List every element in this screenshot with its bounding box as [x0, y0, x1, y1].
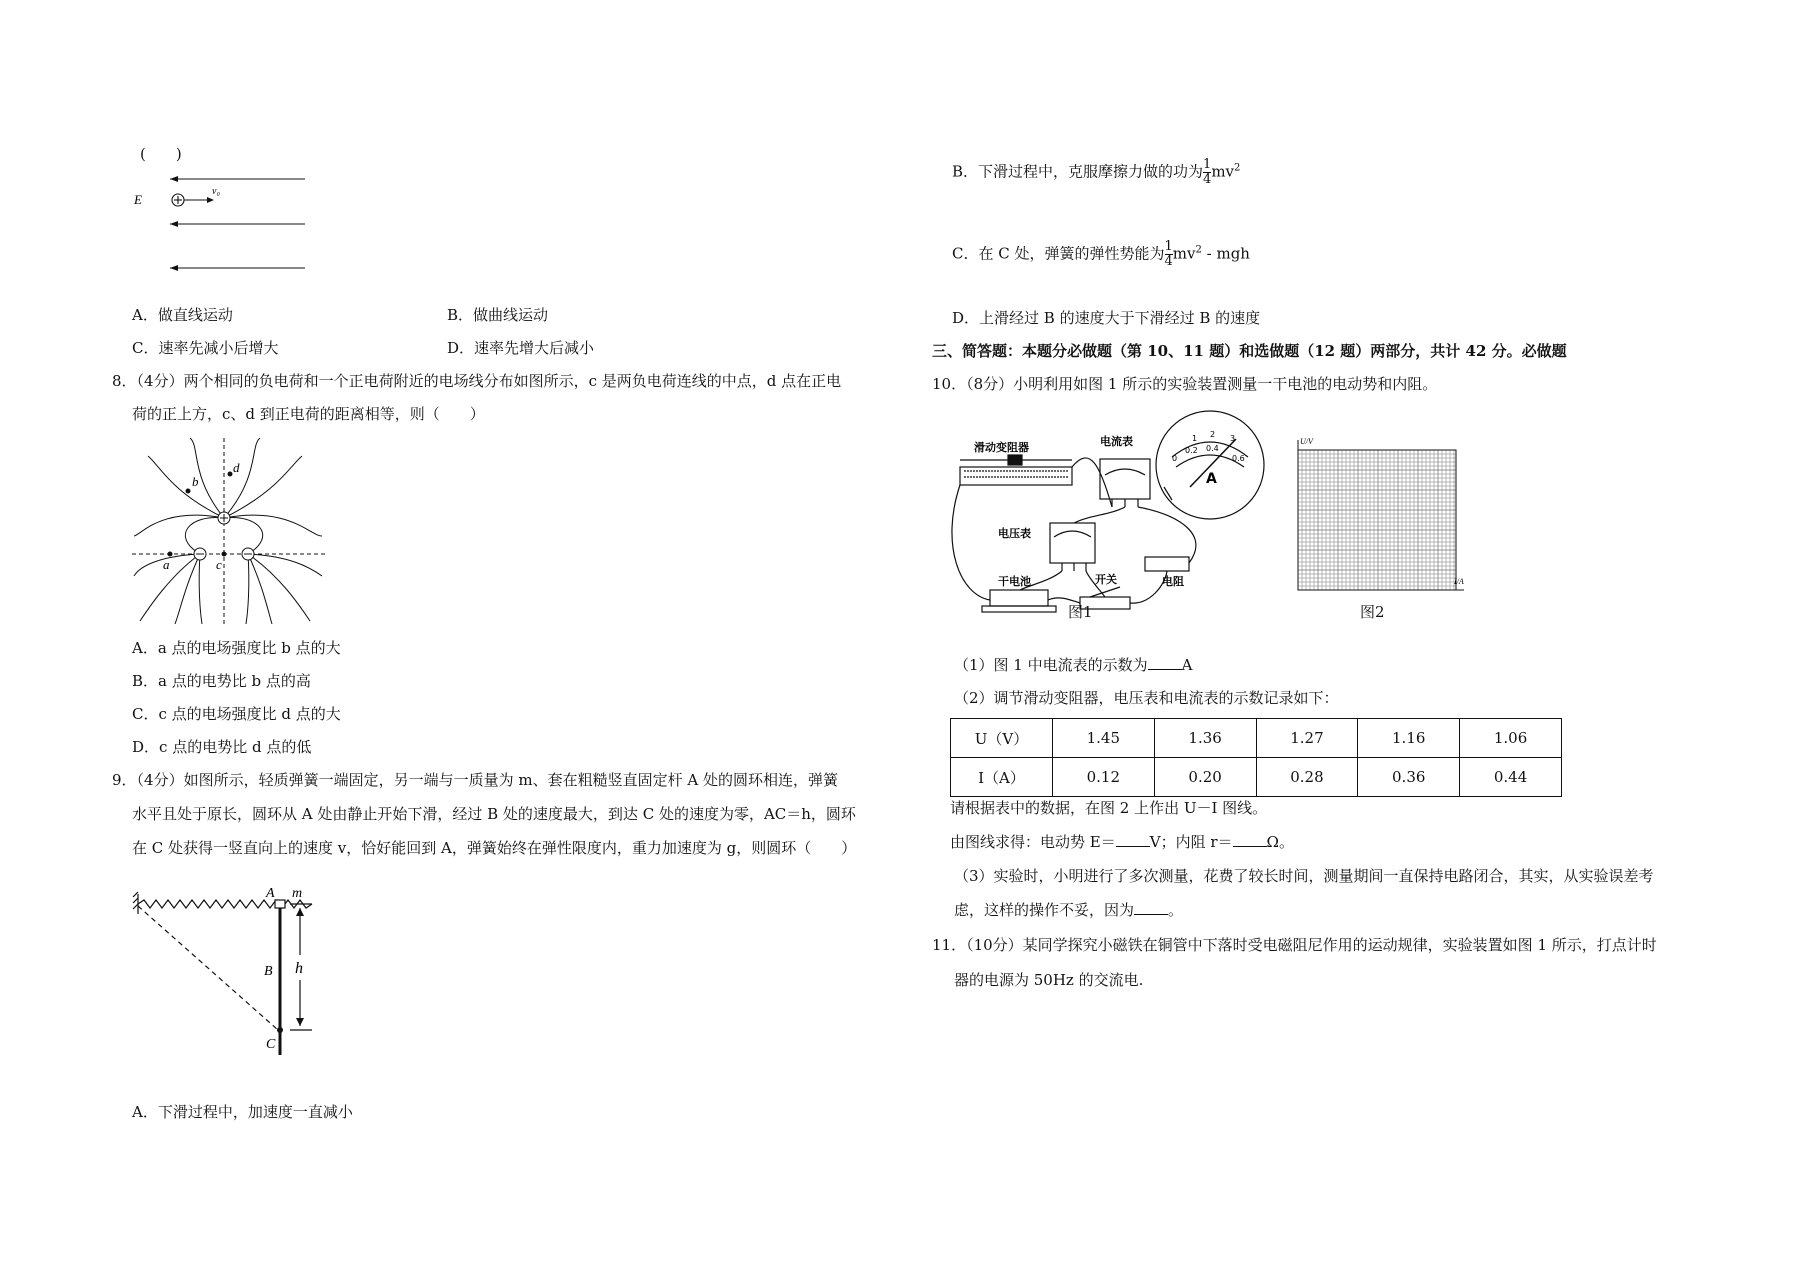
table-cell: 0.44 [1460, 758, 1562, 797]
q7-option-b: B．做曲线运动 [447, 306, 549, 324]
point-label-upper-b: B [264, 964, 273, 979]
q9-option-c-text: C．在 C 处，弹簧的弹性势能为 [952, 244, 1165, 263]
table-cell: 0.20 [1154, 758, 1256, 797]
q7-answer-paren: ( ) [140, 145, 182, 163]
table-cell: 1.27 [1256, 719, 1358, 758]
q10-part-1: （1）图 1 中电流表的示数为 A [954, 656, 1193, 674]
q7-option-a: A．做直线运动 [132, 306, 233, 324]
answer-blank [1233, 832, 1267, 847]
fraction-one-quarter: $\frac{1}{4}$ [1203, 157, 1212, 187]
meter-scale-0: 0 [1172, 454, 1178, 463]
answer-blank [1116, 832, 1150, 847]
switch-label: 开关 [1095, 573, 1117, 586]
battery-label: 干电池 [998, 575, 1031, 588]
q8-option-c: C．c 点的电场强度比 d 点的大 [132, 705, 341, 723]
q8-option-d: D．c 点的电势比 d 点的低 [132, 738, 312, 756]
q8-charges-figure [130, 436, 330, 626]
table-row [951, 719, 1562, 758]
battery [990, 590, 1048, 606]
table-cell: 0.36 [1358, 758, 1460, 797]
q10-intro: 10．（8分）小明利用如图 1 所示的实验装置测量一干电池的电动势和内阻。 [932, 375, 1438, 393]
q11-stem-line1: 11．（10分）某同学探究小磁铁在铜管中下落时受电磁阻尼作用的运动规律，实验装置如图 1 所示，打点计时 [932, 936, 1657, 954]
q9-option-a: A．下滑过程中，加速度一直减小 [132, 1103, 353, 1121]
q8-option-a: A．a 点的电场强度比 b 点的大 [132, 639, 341, 657]
point-label-a: a [163, 557, 170, 572]
point-label-upper-a: A [266, 886, 275, 901]
grid-x-axis-label: I/A [1454, 577, 1464, 586]
answer-blank [1134, 900, 1168, 915]
q9-option-b-text: B．下滑过程中，克服摩擦力做的功为 [952, 162, 1204, 181]
q10-after-table: 请根据表中的数据，在图 2 上作出 U－I 图线。 [950, 799, 1268, 817]
ring [275, 900, 285, 908]
height-label: h [295, 960, 303, 977]
ammeter-label: 电流表 [1100, 435, 1133, 448]
q9-option-c: C．在 C 处，弹簧的弹性势能为 $\frac{1}{4}$ $mv^2$ - mgh [952, 239, 1250, 269]
meter-scale-2: 2 [1210, 430, 1216, 439]
q11-stem-line2: 器的电源为 50Hz 的交流电. [954, 971, 1144, 989]
resistor [1145, 557, 1189, 571]
q9-stem-line3: 在 C 处获得一竖直向上的速度 v，恰好能回到 A，弹簧始终在弹性限度内，重力加速度为 g，则圆环（ ） [132, 839, 857, 857]
voltmeter-body [1050, 523, 1095, 563]
meter-scale-1: 1 [1192, 434, 1198, 443]
table-cell: 1.06 [1460, 719, 1562, 758]
q8-stem-line2: 荷的正上方，c、d 到正电荷的距离相等，则（ ） [132, 405, 485, 423]
table-cell: I（A） [951, 758, 1053, 797]
answer-blank [1148, 655, 1182, 670]
q10-part-2: （2）调节滑动变阻器，电压表和电流表的示数记录如下： [954, 689, 1339, 707]
field-label-e: E [134, 192, 142, 207]
figure-1-caption: 图1 [1068, 603, 1093, 621]
table-cell: 0.28 [1256, 758, 1358, 797]
table-cell: 0.12 [1052, 758, 1154, 797]
rheostat-body [960, 467, 1072, 485]
q9-option-b: B．下滑过程中，克服摩擦力做的功为 $\frac{1}{4}$ $mv^2$ [952, 157, 1241, 187]
q10-figure-1-circuit [950, 405, 1275, 630]
point-label-upper-c: C [266, 1037, 276, 1052]
q9-stem-line1: 9．（4分）如图所示，轻质弹簧一端固定，另一端与一质量为 m、套在粗糙竖直固定杆 A 处的圆环相连，弹簧 [112, 771, 838, 789]
dashed-line-to-c [138, 906, 278, 1030]
q7-field-figure [130, 168, 310, 278]
meter-letter: A [1206, 471, 1217, 487]
wire [952, 485, 990, 600]
table-row [951, 758, 1562, 797]
meter-scale-0-6: 0.6 [1232, 454, 1245, 463]
data-table [950, 718, 1562, 797]
figure-2-caption: 图2 [1360, 603, 1385, 621]
point-label-c: c [216, 557, 222, 572]
table-cell: 1.16 [1358, 719, 1460, 758]
q9-stem-line2: 水平且处于原长，圆环从 A 处由静止开始下滑，经过 B 处的速度最大，到达 C 处的速度为零，AC＝h，圆环 [132, 805, 856, 823]
q10-figure-2-grid [1278, 432, 1468, 604]
wire [1138, 507, 1196, 563]
meter-scale-0-4: 0.4 [1206, 444, 1219, 453]
q10-part-3-line2: 虑，这样的操作不妥，因为 。 [954, 901, 1184, 919]
q8-option-b: B．a 点的电势比 b 点的高 [132, 672, 311, 690]
fraction-one-quarter: $\frac{1}{4}$ [1164, 239, 1173, 269]
wire [1074, 507, 1125, 523]
voltmeter-label: 电压表 [998, 527, 1031, 540]
section-3-heading: 三、简答题：本题分必做题（第 10、11 题）和选做题（12 题）两部分，共计 42 分。必做题 [932, 342, 1567, 360]
table-cell: 1.36 [1154, 719, 1256, 758]
q10-part-3-line1: （3）实验时，小明进行了多次测量，花费了较长时间，测量期间一直保持电路闭合，其实，从实验误差考 [954, 867, 1654, 885]
point-label-d: d [233, 460, 240, 475]
table-cell: 1.45 [1052, 719, 1154, 758]
rheostat-label: 滑动变阻器 [974, 441, 1029, 454]
point-label-b: b [192, 474, 199, 489]
grid-y-axis-label: U/V [1300, 437, 1313, 446]
spring [138, 900, 312, 908]
meter-scale-0-2: 0.2 [1185, 446, 1198, 455]
resistor-label: 电阻 [1162, 575, 1184, 588]
rheostat-slider [1008, 455, 1022, 465]
q9-spring-figure [130, 880, 330, 1060]
q8-stem-line1: 8．（4分）两个相同的负电荷和一个正电荷附近的电场线分布如图所示，c 是两负电荷连线的中点，d 点在正电 [112, 372, 842, 390]
q7-option-d: D．速率先增大后减小 [447, 339, 595, 357]
meter-scale-3: 3 [1230, 434, 1236, 443]
q9-option-d: D．上滑经过 B 的速度大于下滑经过 B 的速度 [952, 309, 1261, 327]
table-cell: U（V） [951, 719, 1053, 758]
q7-option-c: C．速率先减小后增大 [132, 339, 279, 357]
velocity-label: v₀ [212, 186, 220, 197]
q10-result-line: 由图线求得：电动势 E＝ V；内阻 r＝ Ω。 [950, 833, 1294, 851]
mass-label: m [292, 886, 303, 901]
